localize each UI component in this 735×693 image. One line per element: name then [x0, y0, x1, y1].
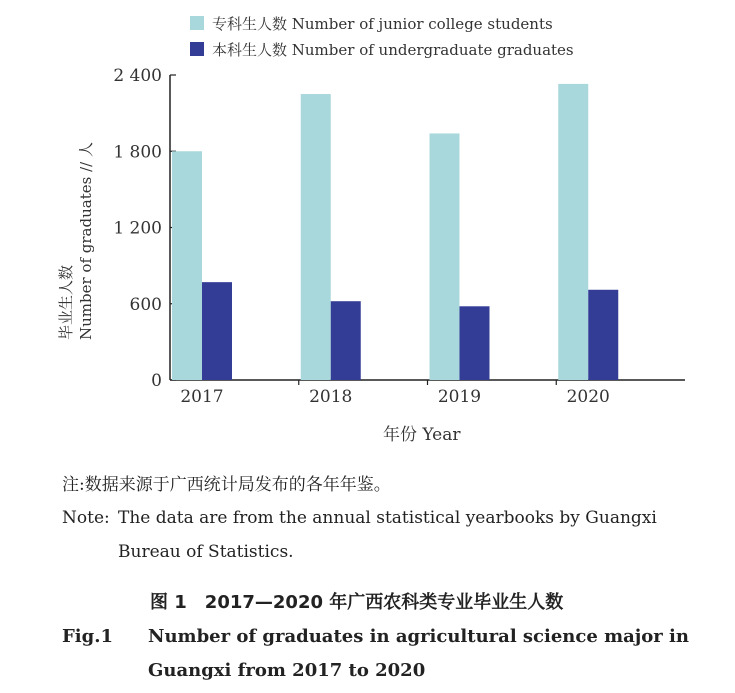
bar-undergrad-2017 — [202, 282, 232, 380]
note-en-line2: Bureau of Statistics. — [118, 542, 294, 562]
y-tick-label: 0 — [151, 371, 162, 391]
x-tick-label: 2020 — [566, 387, 610, 407]
bar-junior-2017 — [172, 151, 202, 380]
y-axis-label-cn: 毕业生人数 — [57, 264, 75, 340]
bar-undergrad-2018 — [331, 301, 361, 380]
caption-cn-text: 2017—2020 年广西农科类专业毕业生人数 — [204, 592, 564, 613]
note-cn: 注:数据来源于广西统计局发布的各年年鉴。 — [62, 475, 391, 495]
bar-undergrad-2020 — [588, 290, 618, 380]
note-en-text1: The data are from the annual statistical yearbooks by Guangxi — [118, 508, 657, 528]
y-tick-label: 1 800 — [113, 142, 162, 163]
caption-en-fig: Fig.1 — [62, 626, 113, 647]
note-en-line1 — [62, 508, 732, 528]
y-axis-label-en: Number of graduates // 人 — [77, 142, 95, 340]
note-en-label: Note: — [62, 508, 110, 528]
legend-label-undergrad: 本科生人数 Number of undergraduate graduates — [212, 40, 574, 59]
bar-junior-2020 — [558, 84, 588, 380]
caption-en-line1: Number of graduates in agricultural science major in — [148, 626, 689, 647]
y-tick-label: 600 — [129, 294, 162, 315]
caption-cn-fig: 图 1 — [150, 592, 187, 613]
bar-undergrad-2019 — [460, 306, 490, 380]
y-tick-label: 2 400 — [113, 66, 162, 86]
caption-en — [62, 626, 722, 681]
y-tick-label: 1 200 — [113, 218, 162, 239]
bar-junior-2018 — [301, 94, 331, 380]
caption-cn — [150, 588, 563, 614]
caption-en-line2: Guangxi from 2017 to 2020 — [148, 660, 426, 681]
x-tick-label: 2019 — [437, 387, 482, 407]
y-axis-label — [56, 120, 96, 340]
x-tick-label: 2017 — [180, 387, 224, 407]
x-tick-label: 2018 — [309, 387, 353, 407]
legend-label-junior: 专科生人数 Number of junior college students — [212, 14, 553, 33]
bar-junior-2019 — [430, 133, 460, 380]
x-axis-label: 年份 Year — [383, 425, 461, 445]
